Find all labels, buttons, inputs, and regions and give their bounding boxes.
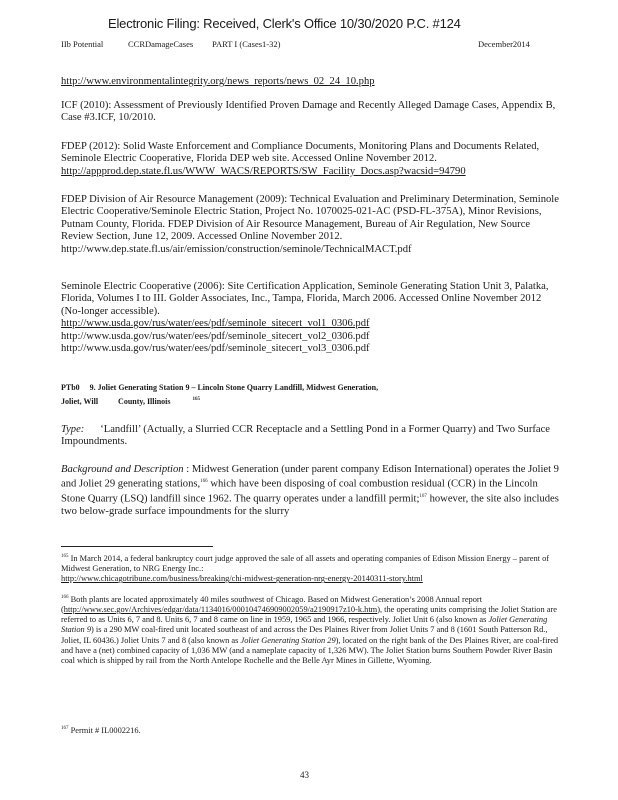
reference-icf: ICF (2010): Assessment of Previously Identified Proven Damage and Recently Alleged Damage Cases, Appendix B, Case #3.ICF, 10/2010. [61,100,556,124]
section-heading-line-2 [61,397,200,406]
footnote-166-text-a: Both plants are located approximately 40 miles southwest of Chicago. Based on Midwest Generation’s 2008 Annual report ( [61,594,483,614]
running-header-left: IIb Potential [61,39,104,49]
section-title: 9. Joliet Generating Station 9 – Lincoln Stone Quarry Landfill, Midwest Generation, [89,383,379,392]
type-paragraph [61,424,561,449]
footnote-167-number: 167 [61,726,69,731]
footnote-165-url[interactable]: http://www.chicagotribune.com/business/breaking/chi-midwest-generation-nrg-energy-20140311-story.html [61,574,423,584]
type-text: ‘Landfill’ (Actually, a Slurried CCR Receptacle and a Settling Pond in a Former Quarry) and Two Surface Impoundments. [61,424,550,448]
background-text-2: which have been disposing of coal combustion residual (CCR) in the Lincoln Stone Quarry (LSQ) landfill since 1962. The quarry operates under a landfill permit; [61,478,538,505]
type-label: Type: [61,424,85,435]
footnote-166-italic-2: Joliet Generating Station 29 [240,635,336,645]
reference-fdep-2012 [61,141,561,178]
footnote-166-text-b: ), the operating units comprising the Joliet Station are referred to as Units 6, 7 and 8. Units 6, 7 and 8 came on line in 1959, 1965 and 1966, respectively. Joliet Unit 6 (also known as [61,605,557,625]
section-footnote-ref[interactable]: 165 [192,397,201,403]
footnote-166-text-c: ) is a 290 MW coal-fired unit located southeast of and across the Des Plaines River from Joliet Units 7 and 8 (1601 South Patterson Rd., Joliet, IL 60436.) Joliet Units 7 and 8 (also known as [61,625,548,645]
footnote-166 [61,593,561,666]
background-text-1: : Midwest Generation (under parent company Edison International) operates the Joliet 9 and Joliet 29 generating stations, [61,464,559,490]
reference-fdep-2012-text: FDEP (2012): Solid Waste Enforcement and Compliance Documents, Monitoring Plans and Documents Related, Seminole Electric Cooperative, Florida DEP web site. Accessed Online November 2012. [61,141,540,165]
background-paragraph [61,464,561,519]
reference-fdep-2009 [61,194,561,256]
background-footnote-ref-167[interactable]: 167 [419,494,427,500]
reference-seminole-2006 [61,281,561,355]
footnote-167 [61,724,561,736]
section-location-city: Joliet, Will [61,397,99,406]
background-text-3: however, the site also includes two below-grade surface impoundments for the slurry [61,493,559,518]
footnote-166-text-d: ), located on the right bank of the Des Plaines River, are coal-fired and have a (net) combined capacity of 1,036 MW (and a nameplate capacity of 1,326 MW). The Joliet Station burns Southern Powder River Basin coal which is shipped by rail from the North Antelope Rochelle and the Belle Ayr Mines in Gillette, Wyoming. [61,635,559,666]
reference-seminole-url-vol2[interactable]: http://www.usda.gov/rus/water/ees/pdf/seminole_sitecert_vol2_0306.pdf [61,330,370,342]
footnote-165-text: In March 2014, a federal bankruptcy court judge approved the sale of all assets and operating companies of Edison Mission Energy – parent of Midwest Generation, to NRG Energy Inc.: [61,553,550,573]
background-label: Background and Description [61,464,184,475]
filing-stamp: Electronic Filing: Received, Clerk's Office 10/30/2020 P.C. #124 [108,16,461,31]
reference-url-eip[interactable]: http://www.environmentalintegrity.org/news_reports/news_02_24_10.php [61,76,375,87]
footnote-166-number: 166 [61,595,69,600]
footnote-165 [61,552,561,584]
running-header-right: December2014 [478,39,530,49]
reference-seminole-url-vol1[interactable]: http://www.usda.gov/rus/water/ees/pdf/seminole_sitecert_vol1_0306.pdf [61,318,370,330]
footnote-166-italic-1: Joliet Generating Station 9 [61,615,548,635]
running-header-center-2: PART I (Cases1-32) [212,39,281,49]
background-footnote-ref-166[interactable]: 166 [200,479,208,485]
reference-fdep-2009-text: FDEP Division of Air Resource Management (2009): Technical Evaluation and Preliminary Determination, Seminole Electric Cooperative/Seminole Electric Station, Project No. 1070025-021-AC (PSD-FL-375A), Minor Revisions, Putnam County, Florida. FDEP Division of Air Resource Management, Bureau of Air Regulation, New Source Review Section, June 12, 2009. Accessed Online November 2012. [61,194,559,243]
reference-seminole-url-vol3[interactable]: http://www.usda.gov/rus/water/ees/pdf/seminole_sitecert_vol3_0306.pdf [61,343,370,355]
page-number: 43 [300,770,309,780]
footnote-167-text: Permit # IL0002216. [68,725,141,735]
section-location-county: County, Illinois [118,397,171,406]
footnote-165-number: 165 [61,554,69,559]
section-tag: PTb0 [61,383,80,392]
footnote-166-url[interactable]: http://www.sec.gov/Archives/edgar/data/1134016/000104746909002059/a2190917z10-k.htm [63,605,378,614]
running-header-center-1: CCRDamageCases [128,39,194,49]
reference-seminole-2006-text: Seminole Electric Cooperative (2006): Site Certification Application, Seminole Generating Station Unit 3, Palatka, Florida, Volumes I to III. Golder Associates, Inc., Tampa, Florida, March 2006. Accessed Online November 2012 (No-longer accessible). [61,281,549,317]
reference-fdep-2012-url[interactable]: http://appprod.dep.state.fl.us/WWW_WACS/REPORTS/SW_Facility_Docs.asp?wacsid=94790 [61,165,466,177]
section-heading-line-1 [61,383,378,392]
footnote-divider [61,546,213,547]
reference-fdep-2009-url[interactable]: http://www.dep.state.fl.us/air/emission/construction/seminole/TechnicalMACT.pdf [61,243,412,255]
